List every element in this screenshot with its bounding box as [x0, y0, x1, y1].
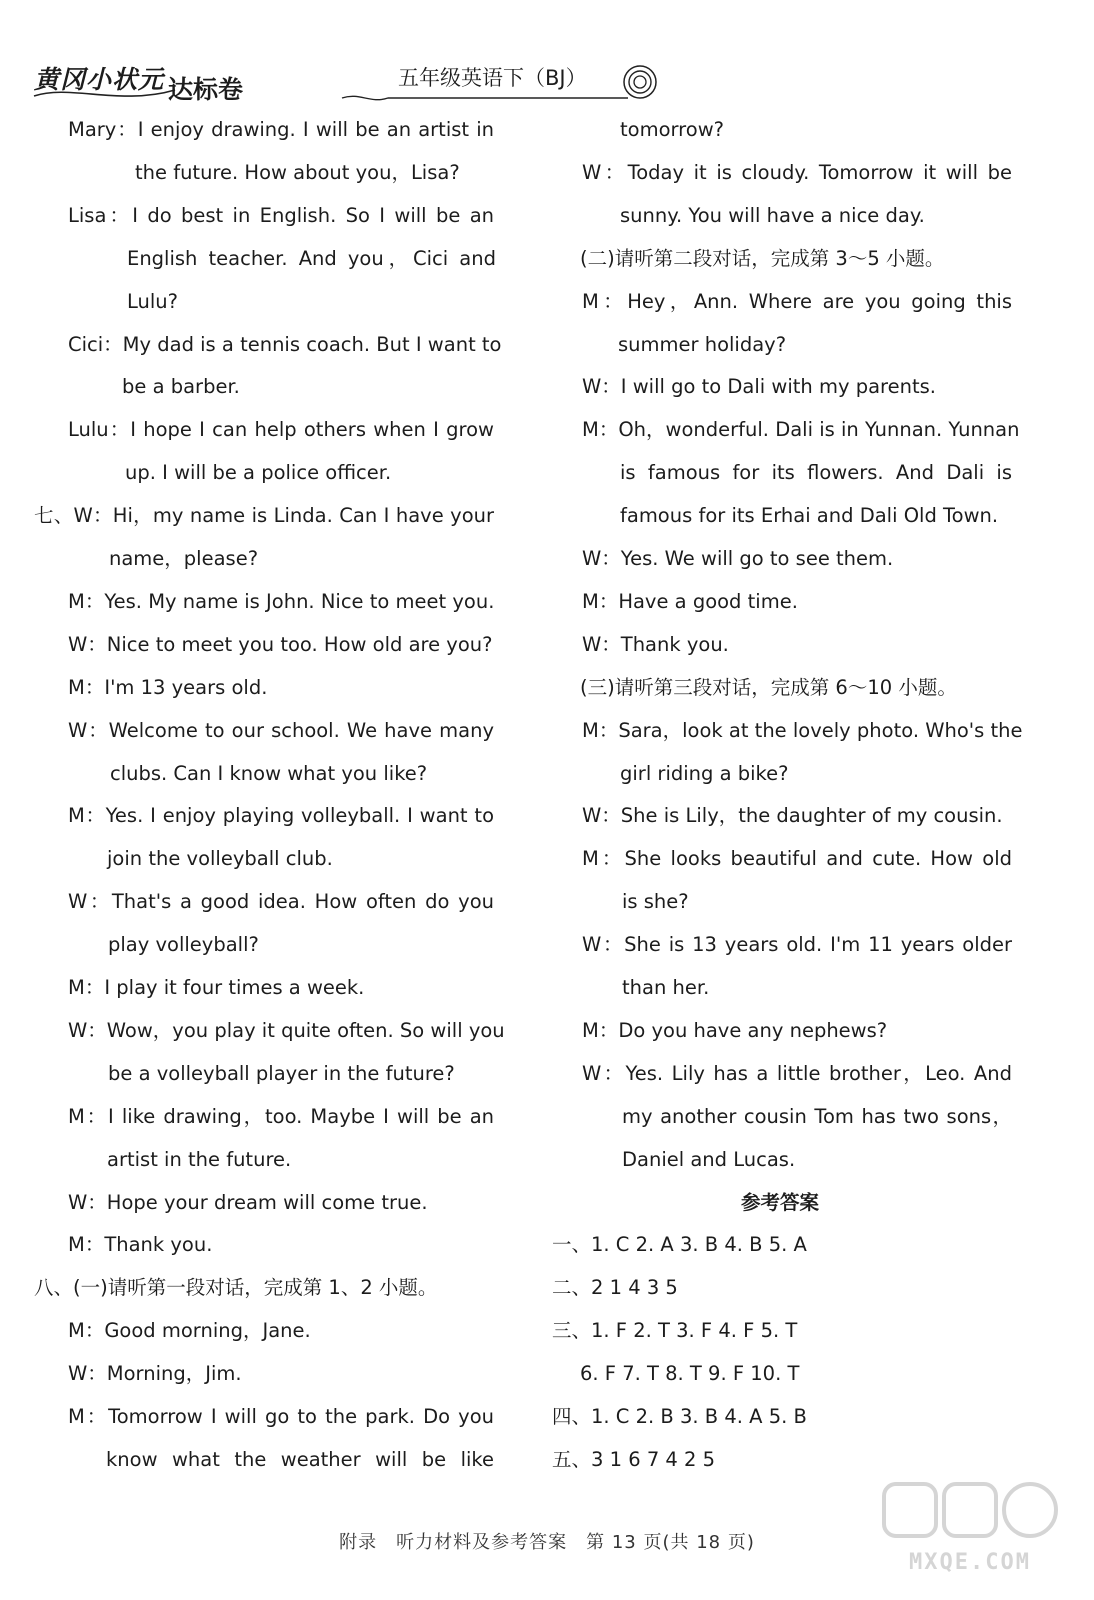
text-line: up. I will be a police officer. — [125, 461, 392, 485]
text-line: M：She looks beautiful and cute. How old — [582, 847, 1012, 871]
text-line: W：Yes. Lily has a little brother，Leo. And — [582, 1061, 1012, 1085]
text-line: Cici：My dad is a tennis coach. But I want to — [68, 332, 502, 356]
text-line: M：Do you have any nephews? — [582, 1018, 888, 1042]
page-header — [0, 0, 1094, 110]
brand-swash — [30, 80, 180, 104]
text-line: W：Yes. We will go to see them. — [582, 547, 894, 570]
text-line: (三)请听第三段对话，完成第 6～10 小题。 — [580, 675, 957, 699]
text-line: 四、1. C 2. B 3. B 4. A 5. B — [552, 1405, 807, 1428]
text-line: Daniel and Lucas. — [622, 1147, 796, 1171]
text-line: is famous for its flowers. And Dali is — [620, 461, 1012, 485]
watermark-seal-icon — [880, 1478, 1060, 1548]
text-line: is she? — [622, 890, 689, 914]
text-line: than her. — [622, 976, 710, 999]
brand-logo: 黄冈小状元 — [34, 65, 165, 94]
text-line: W：Wow，you play it quite often. So will you — [68, 1018, 505, 1042]
text-line: name，please? — [109, 547, 259, 570]
text-line: sunny. You will have a nice day. — [620, 203, 925, 227]
text-line: tomorrow? — [620, 118, 724, 141]
text-line: Lisa：I do best in English. So I will be an — [68, 203, 494, 227]
text-line: M：Yes. My name is John. Nice to meet you. — [68, 589, 495, 613]
text-line: be a volleyball player in the future? — [108, 1061, 455, 1085]
text-line: 二、2 1 4 3 5 — [552, 1276, 678, 1300]
text-line: English teacher. And you，Cici and — [127, 246, 496, 270]
text-line: summer holiday? — [618, 332, 787, 356]
spiral-icon — [620, 62, 660, 102]
text-line: famous for its Erhai and Dali Old Town. — [620, 504, 999, 528]
text-line: be a barber. — [122, 375, 240, 399]
text-line: M：I'm 13 years old. — [68, 675, 268, 699]
text-line: M：I like drawing，too. Maybe I will be an — [68, 1104, 494, 1128]
text-line: the future. How about you，Lisa? — [135, 160, 460, 184]
header-rule — [340, 92, 630, 104]
text-line: M：Sara，look at the lovely photo. Who's the — [582, 718, 1023, 742]
text-line: M：Good morning，Jane. — [68, 1319, 311, 1343]
text-line: W：She is Lily，the daughter of my cousin. — [582, 804, 1003, 828]
watermark-text: MXQE.COM — [909, 1550, 1031, 1575]
text-line: 八、(一)请听第一段对话，完成第 1、2 小题。 — [34, 1276, 438, 1300]
text-line: W：Nice to meet you too. How old are you? — [68, 632, 493, 656]
text-line: Mary：I enjoy drawing. I will be an artist in — [68, 118, 494, 141]
text-line: W：That's a good idea. How often do you — [68, 890, 494, 914]
text-line: girl riding a bike? — [620, 761, 789, 785]
text-line: clubs. Can I know what you like? — [110, 761, 428, 785]
text-line: Lulu：I hope I can help others when I grow — [68, 418, 494, 442]
text-line: (二)请听第二段对话，完成第 3～5 小题。 — [580, 246, 945, 270]
text-line: join the volleyball club. — [107, 847, 333, 871]
text-line: play volleyball? — [108, 933, 259, 957]
grade-subject: 五年级英语下（BJ） — [398, 66, 587, 90]
text-line: M：Tomorrow I will go to the park. Do you — [68, 1405, 494, 1428]
text-line: W：Today it is cloudy. Tomorrow it will be — [582, 160, 1012, 184]
text-line: W：She is 13 years old. I'm 11 years older — [582, 933, 1012, 957]
page-footer: 附录 听力材料及参考答案 第 13 页(共 18 页) — [339, 1532, 755, 1553]
watermark-logo — [880, 1478, 1080, 1588]
text-line: 七、W：Hi，my name is Linda. Can I have your — [34, 504, 494, 528]
text-line: M：Yes. I enjoy playing volleyball. I want to — [68, 804, 494, 828]
text-line: M：I play it four times a week. — [68, 976, 365, 999]
text-line: W：Morning，Jim. — [68, 1362, 242, 1386]
text-line: know what the weather will be like — [106, 1447, 494, 1471]
text-line: Lulu? — [127, 289, 179, 313]
text-line: 一、1. C 2. A 3. B 4. B 5. A — [552, 1233, 807, 1257]
text-line: W：Thank you. — [582, 632, 729, 656]
text-line: 三、1. F 2. T 3. F 4. F 5. T — [552, 1319, 798, 1343]
text-line: W：Hope your dream will come true. — [68, 1190, 428, 1214]
text-line: artist in the future. — [107, 1147, 292, 1171]
text-line: 五、3 1 6 7 4 2 5 — [552, 1447, 716, 1471]
text-line: 参考答案 — [740, 1190, 819, 1214]
text-line: my another cousin Tom has two sons， — [622, 1104, 1012, 1128]
text-line: M：Oh，wonderful. Dali is in Yunnan. Yunnan — [582, 418, 1020, 442]
text-line: W：I will go to Dali with my parents. — [582, 375, 936, 399]
brand-subtitle: 达标卷 — [168, 75, 244, 104]
text-line: M：Thank you. — [68, 1233, 213, 1257]
text-line: W：Welcome to our school. We have many — [68, 718, 494, 742]
text-line: M：Have a good time. — [582, 589, 798, 613]
text-line: 6. F 7. T 8. T 9. F 10. T — [580, 1362, 800, 1386]
text-line: M：Hey，Ann. Where are you going this — [582, 289, 1012, 313]
